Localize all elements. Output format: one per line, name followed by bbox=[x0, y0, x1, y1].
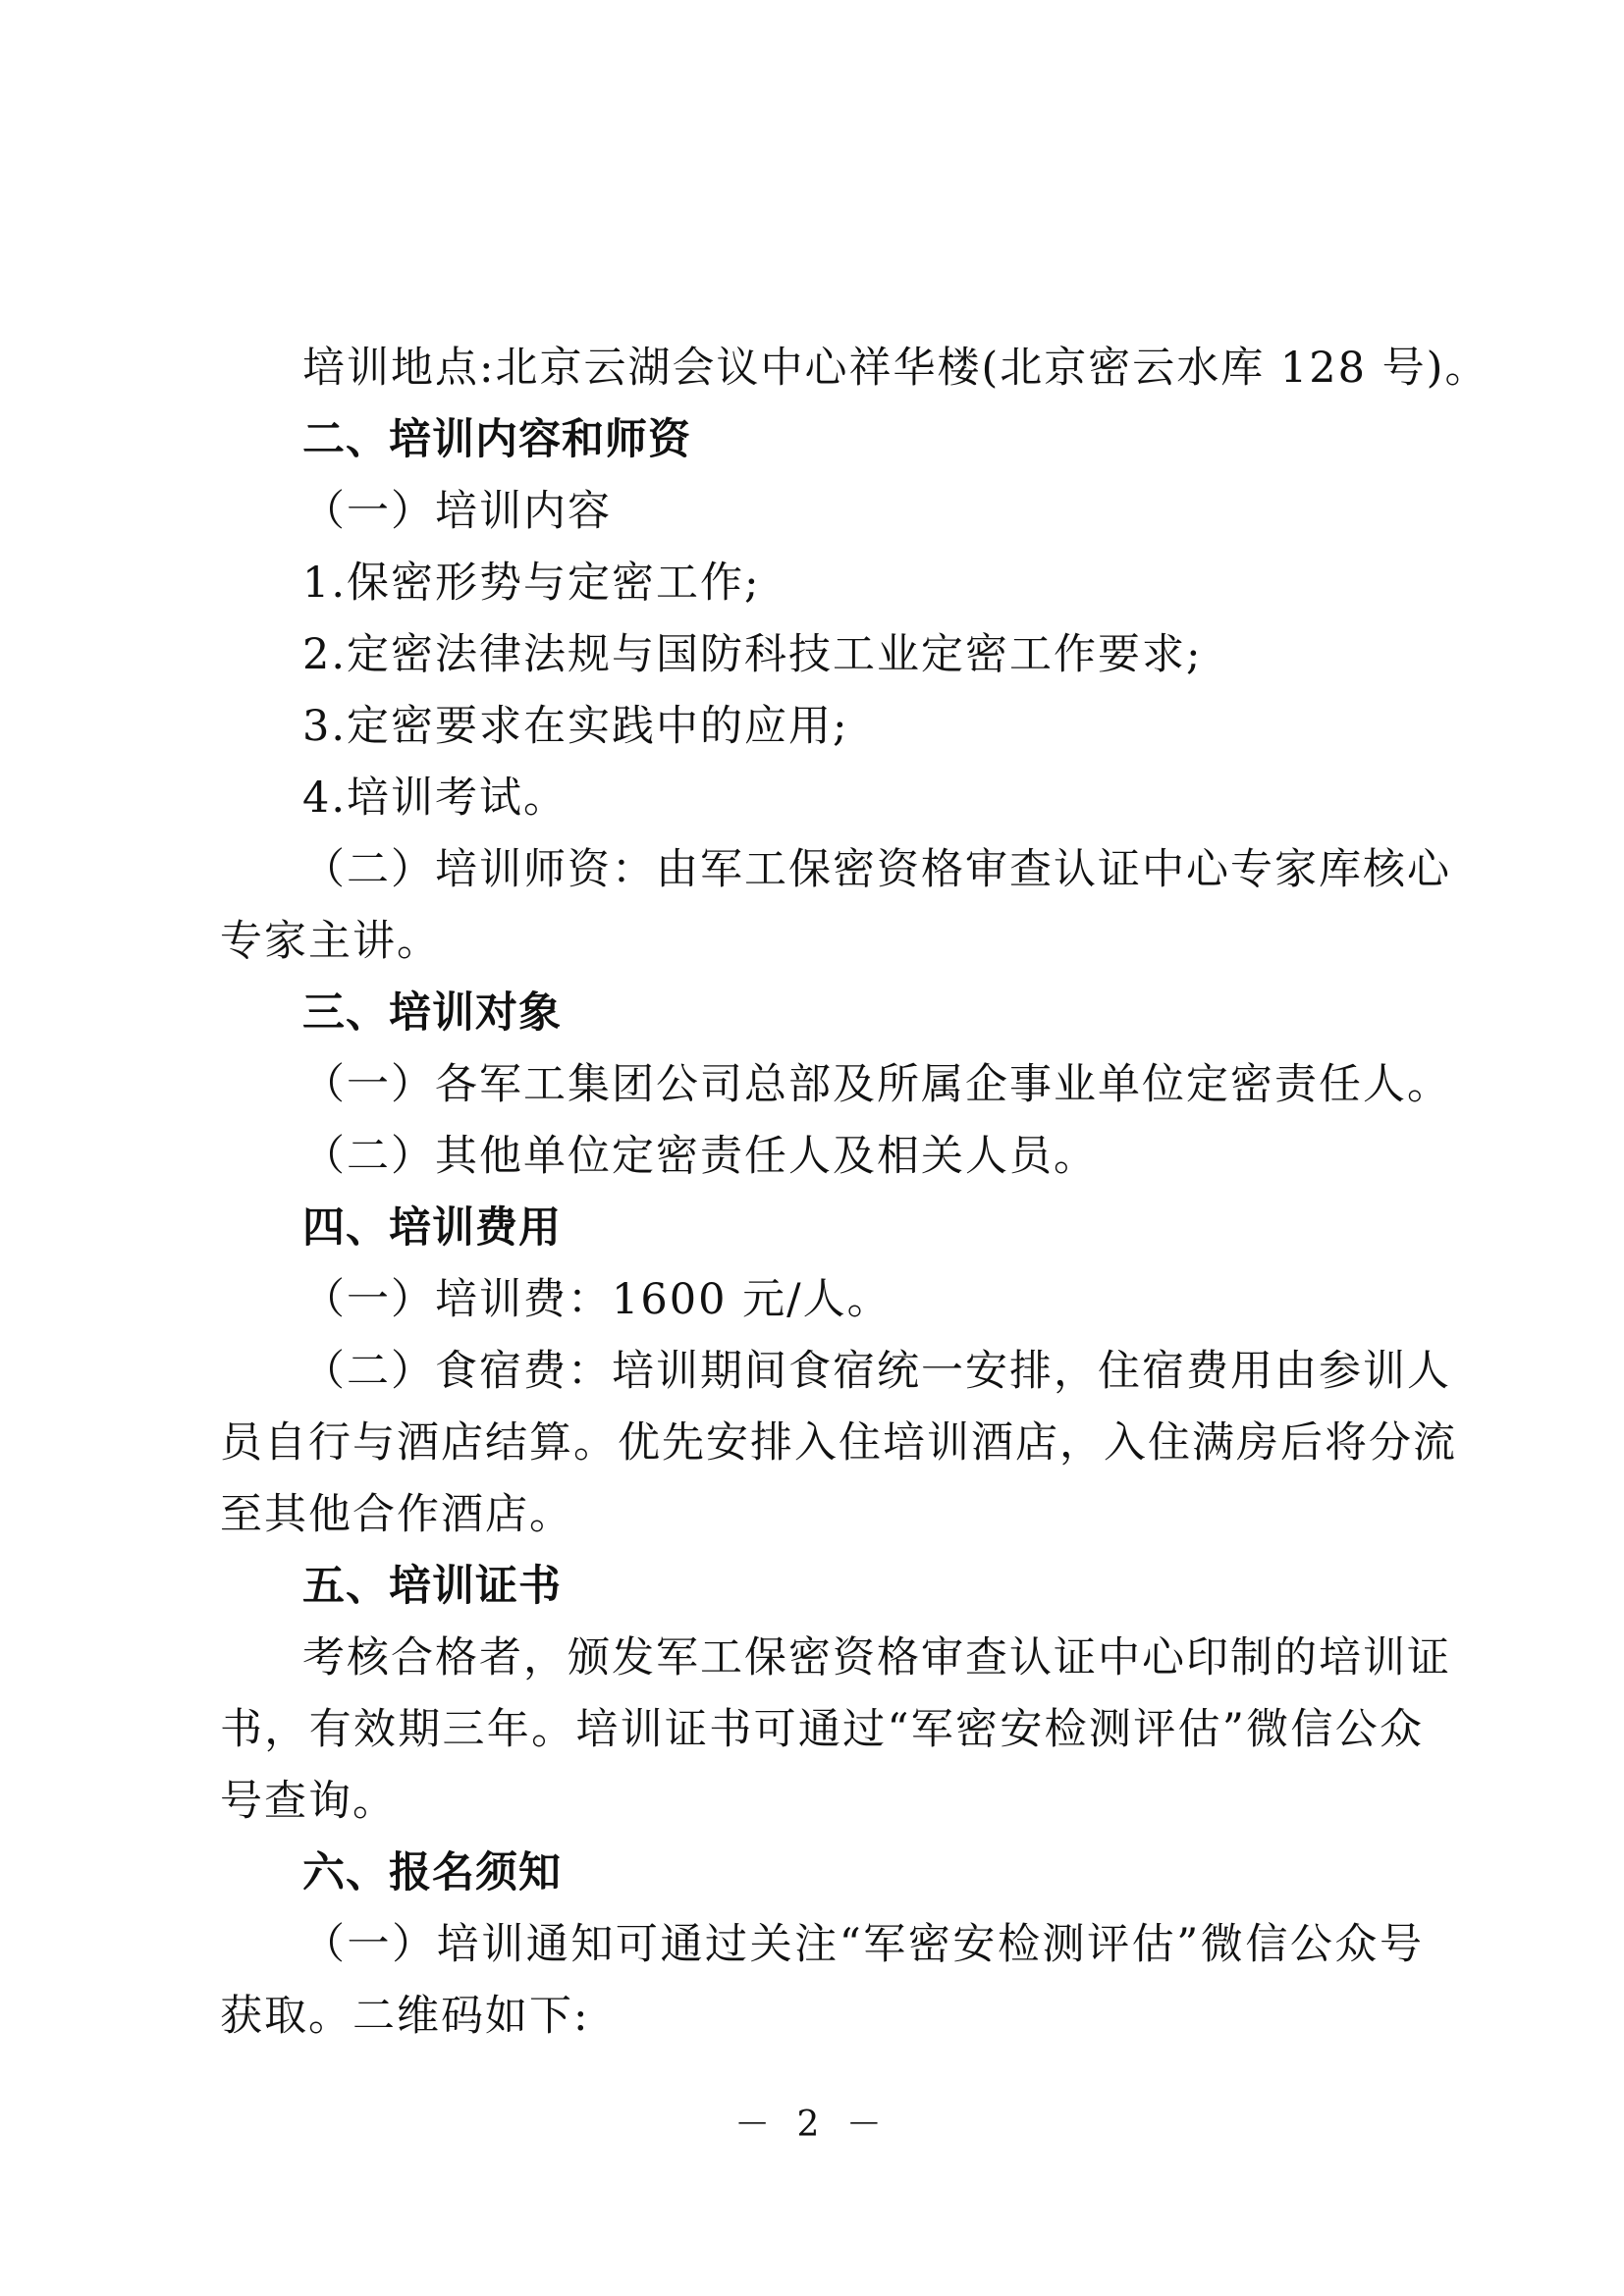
list-item-3: 3.定密要求在实践中的应用; bbox=[302, 702, 849, 751]
paragraph-targets-1: （一）各军工集团公司总部及所属企事业单位定密责任人。 bbox=[302, 1060, 1451, 1109]
heading-training-fees: 四、培训费用 bbox=[302, 1203, 562, 1253]
heading-content-and-instructors: 二、培训内容和师资 bbox=[302, 415, 691, 464]
paragraph-training-location: 培训地点:北京云湖会议中心祥华楼(北京密云水库 128 号)。 bbox=[302, 344, 1489, 393]
paragraph-targets-2: （二）其他单位定密责任人及相关人员。 bbox=[302, 1132, 1098, 1181]
paragraph-board-fee-cont: 员自行与酒店结算。优先安排入住培训酒店，入住满房后将分流 bbox=[220, 1418, 1457, 1468]
paragraph-training-fee: （一）培训费：1600 元/人。 bbox=[302, 1275, 892, 1324]
paragraph-certificate-cont: 书，有效期三年。培训证书可通过“军密安检测评估”微信公众 bbox=[220, 1705, 1424, 1754]
paragraph-instructors-cont: 专家主讲。 bbox=[220, 917, 441, 966]
heading-training-targets: 三、培训对象 bbox=[302, 988, 562, 1038]
paragraph-registration: （一）培训通知可通过关注“军密安检测评估”微信公众号 bbox=[302, 1920, 1424, 1969]
paragraph-certificate: 考核合格者，颁发军工保密资格审查认证中心印制的培训证 bbox=[302, 1633, 1451, 1682]
paragraph-certificate-end: 号查询。 bbox=[220, 1777, 397, 1826]
heading-training-certificate: 五、培训证书 bbox=[302, 1562, 562, 1611]
list-item-4: 4.培训考试。 bbox=[302, 774, 568, 823]
paragraph-instructors: （二）培训师资：由军工保密资格审查认证中心专家库核心 bbox=[302, 845, 1451, 894]
subheading-training-content: （一）培训内容 bbox=[302, 487, 612, 536]
list-item-2: 2.定密法律法规与国防科技工业定密工作要求; bbox=[302, 630, 1203, 679]
paragraph-registration-cont: 获取。二维码如下: bbox=[220, 1992, 590, 2041]
heading-registration: 六、报名须知 bbox=[302, 1848, 562, 1897]
page-number: － 2 － bbox=[734, 2105, 890, 2145]
list-item-1: 1.保密形势与定密工作; bbox=[302, 559, 761, 608]
paragraph-board-fee: （二）食宿费：培训期间食宿统一安排，住宿费用由参训人 bbox=[302, 1347, 1451, 1396]
paragraph-board-fee-end: 至其他合作酒店。 bbox=[220, 1490, 573, 1539]
